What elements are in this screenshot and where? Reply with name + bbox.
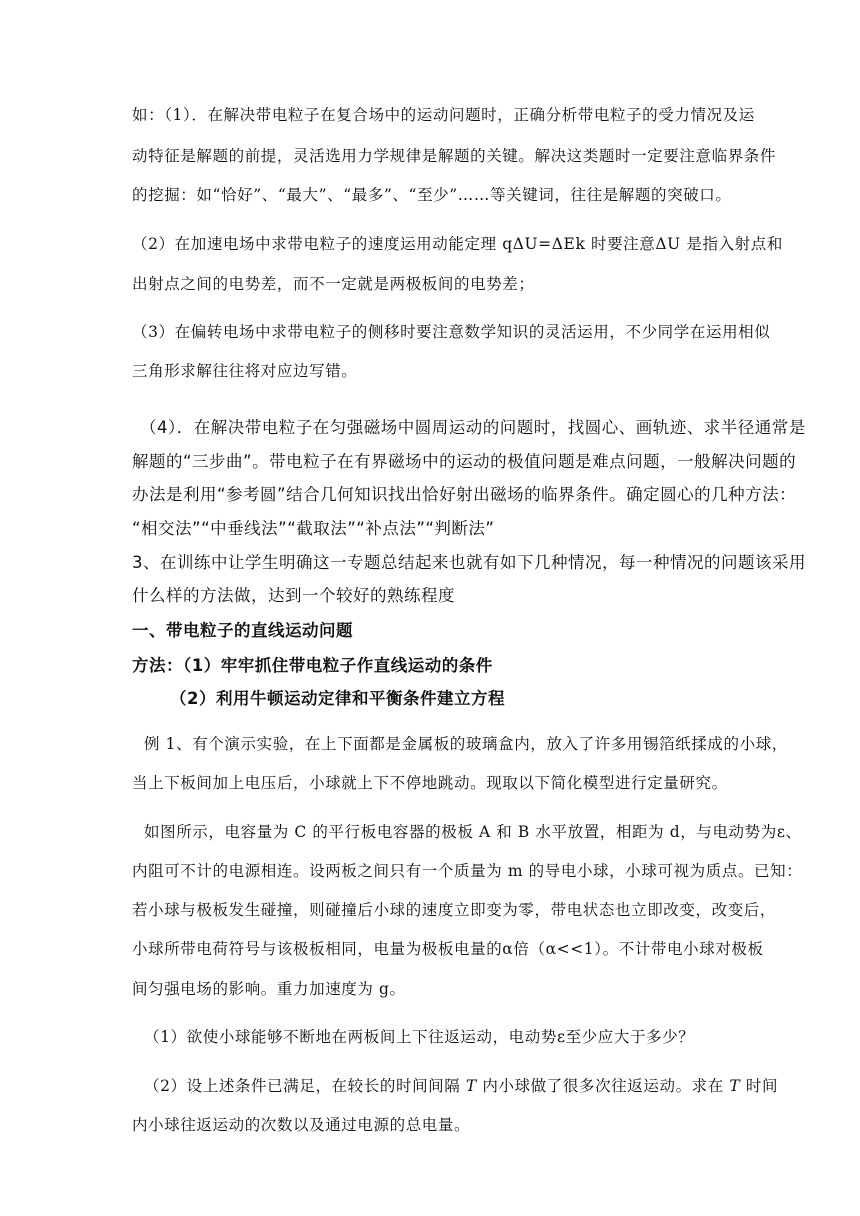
paragraph-4-line-3: 办法是利用“参考圆”结合几何知识找出恰好射出磁场的临界条件。确定圆心的几种方法： (132, 485, 797, 504)
question-2-line-1 (144, 1076, 778, 1096)
example-2-line-3: 若小球与极板发生碰撞，则碰撞后小球的速度立即变为零，带电状态也立即改变，改变后， (132, 901, 777, 919)
example-2-line-5: 间匀强电场的影响。重力加速度为 g。 (132, 980, 406, 998)
paragraph-2-line-2: 出射点之间的电势差，而不一定就是两极板间的电势差； (132, 275, 535, 293)
question-2-text-b: 内小球做了很多次往返运动。求在 (476, 1077, 730, 1095)
example-2-line-1: 如图所示，电容量为 C 的平行板电容器的极板 A 和 B 水平放置，相距为 d，与电动势为ε、 (144, 823, 802, 841)
example-1-line-2: 当上下板间加上电压后，小球就上下不停地跳动。现取以下简化模型进行定量研究。 (132, 774, 728, 792)
paragraph-1-line-2: 动特征是解题的前提，灵活选用力学规律是解题的关键。解决这类题时一定要注意临界条件 (132, 147, 777, 165)
paragraph-5-line-2: 什么样的方法做，达到一个较好的熟练程度 (132, 586, 455, 605)
paragraph-3-line-1: （3）在偏转电场中求带电粒子的侧移时要注意数学知识的灵活运用，不少同学在运用相似 (132, 323, 771, 341)
question-1: （1）欲使小球能够不断地在两板间上下往返运动，电动势ε至少应大于多少？ (144, 1028, 695, 1046)
paragraph-4-line-4: “相交法”“中垂线法”“截取法”“补点法”“判断法” (132, 519, 495, 538)
method-line-1: 方法：（1）牢牢抓住带电粒子作直线运动的条件 (132, 656, 493, 675)
question-2-variable-T: T (729, 1077, 741, 1095)
question-2-text-c: 时间 (740, 1077, 779, 1095)
section-heading: 一、带电粒子的直线运动问题 (132, 621, 353, 640)
example-2-line-4: 小球所带电荷符号与该极板相同，电量为极板电量的α倍（α<<1）。不计带电小球对极板 (132, 940, 764, 958)
example-1-line-1: 例 1、有个演示实验，在上下面都是金属板的玻璃盒内，放入了许多用锡箔纸揉成的小球， (144, 735, 788, 753)
method-line-2: （2）利用牛顿运动定律和平衡条件建立方程 (170, 689, 505, 708)
paragraph-1-line-1: 如：（1）．在解决带电粒子在复合场中的运动问题时，正确分析带电粒子的受力情况及运 (132, 106, 755, 124)
paragraph-3-line-2: 三角形求解往往将对应边写错。 (132, 362, 358, 380)
paragraph-1-line-3: 的挖掘：如“恰好”、“最大”、“最多”、“至少”……等关键词，往往是解题的突破口。 (132, 186, 732, 204)
paragraph-5-line-1: 3、在训练中让学生明确这一专题总结起来也就有如下几种情况，每一种情况的问题该采用 (132, 553, 806, 572)
paragraph-4-line-2: 解题的“三步曲”。带电粒子在有界磁场中的运动的极值问题是难点问题，一般解决问题的 (132, 452, 797, 471)
question-2-text-a: （2）设上述条件已满足，在较长的时间间隔 (144, 1077, 466, 1095)
paragraph-2-line-1: （2）在加速电场中求带电粒子的速度运用动能定理 qΔU=ΔEk 时要注意ΔU 是指入射点和 (132, 235, 783, 253)
question-2-line-2: 内小球往返运动的次数以及通过电源的总电量。 (132, 1116, 471, 1134)
paragraph-4-line-1: （4）．在解决带电粒子在匀强磁场中圆周运动的问题时，找圆心、画轨迹、求半径通常是 (140, 418, 806, 437)
question-2-variable-T: T (465, 1077, 477, 1095)
example-2-line-2: 内阻可不计的电源相连。设两板之间只有一个质量为 m 的导电小球，小球可视为质点。已知： (132, 862, 803, 880)
